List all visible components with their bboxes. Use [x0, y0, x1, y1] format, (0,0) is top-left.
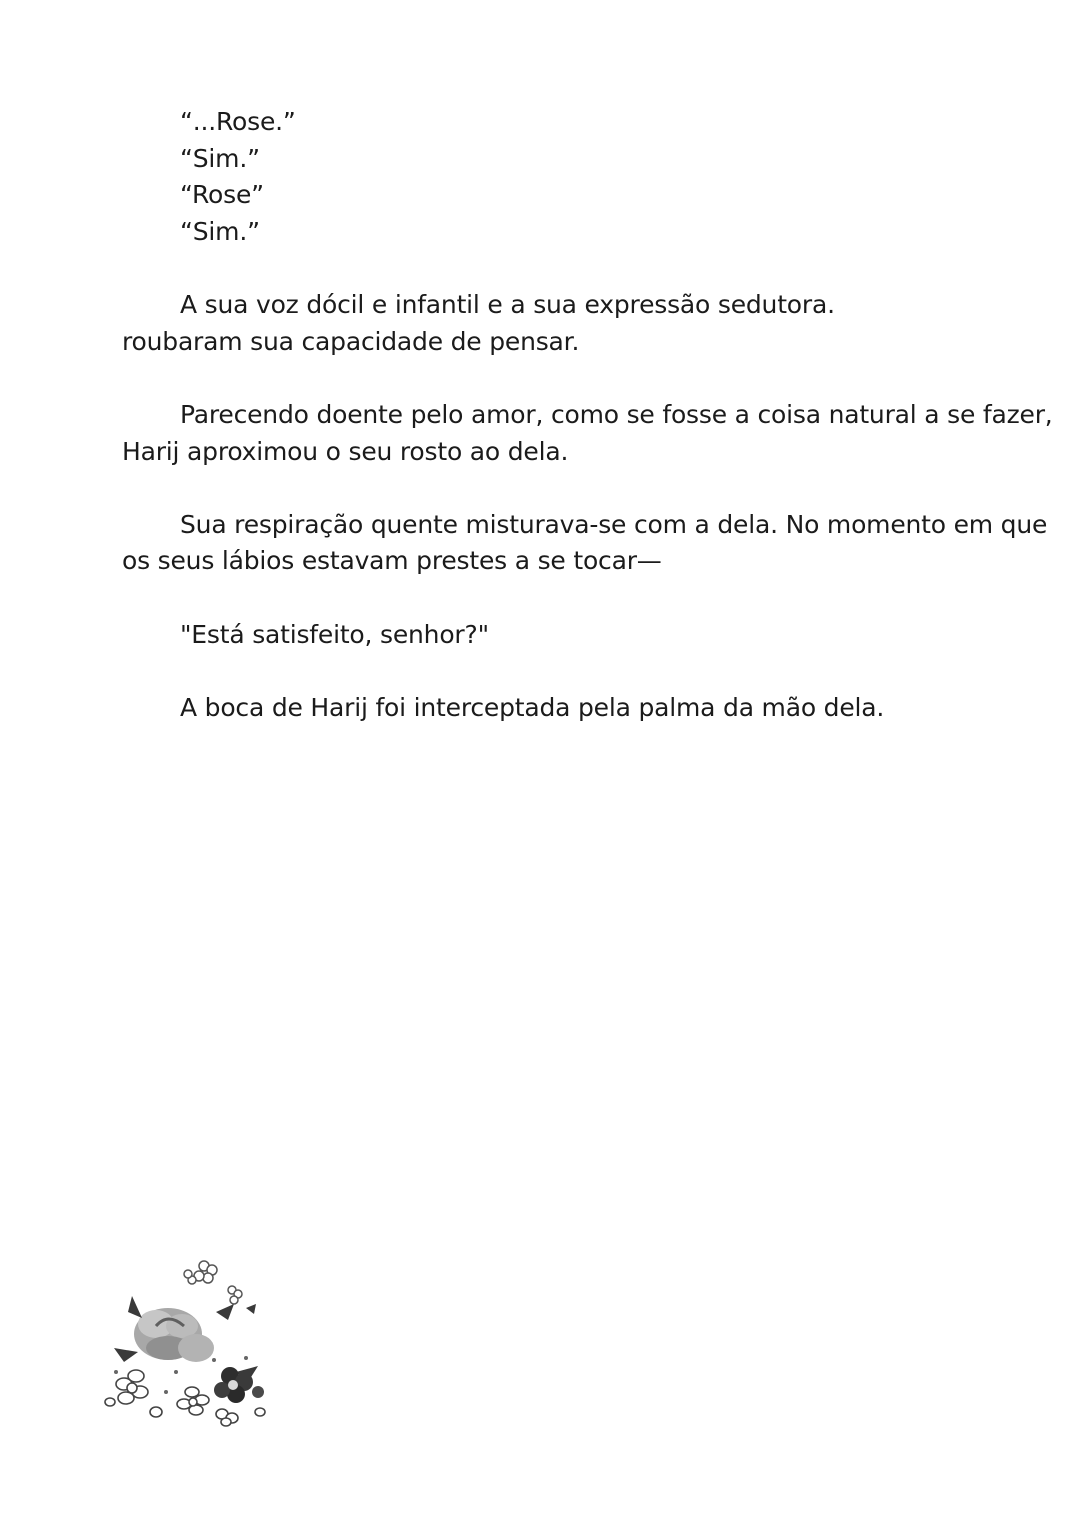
- paragraph-line: os seus lábios estavam prestes a se tocar—: [122, 546, 662, 575]
- dialogue-line: “Sim.”: [180, 217, 260, 246]
- paragraph-line: "Está satisfeito, senhor?": [180, 620, 489, 649]
- paragraph-line: A sua voz dócil e infantil e a sua expressão sedutora.: [180, 290, 835, 319]
- paragraph-line: roubaram sua capacidade de pensar.: [122, 327, 580, 356]
- paragraph-line: A boca de Harij foi interceptada pela palma da mão dela.: [180, 693, 885, 722]
- dialogue-line: “Sim.”: [180, 144, 260, 173]
- paragraph-line: Harij aproximou o seu rosto ao dela.: [122, 437, 569, 466]
- flower-bouquet-icon: [96, 1252, 272, 1428]
- paragraph-line: Sua respiração quente misturava-se com a dela. No momento em que: [180, 510, 1048, 539]
- paragraph-line: Parecendo doente pelo amor, como se fosse a coisa natural a se fazer,: [180, 400, 1053, 429]
- dialogue-line: “...Rose.”: [180, 107, 296, 136]
- dialogue-line: “Rose”: [180, 180, 264, 209]
